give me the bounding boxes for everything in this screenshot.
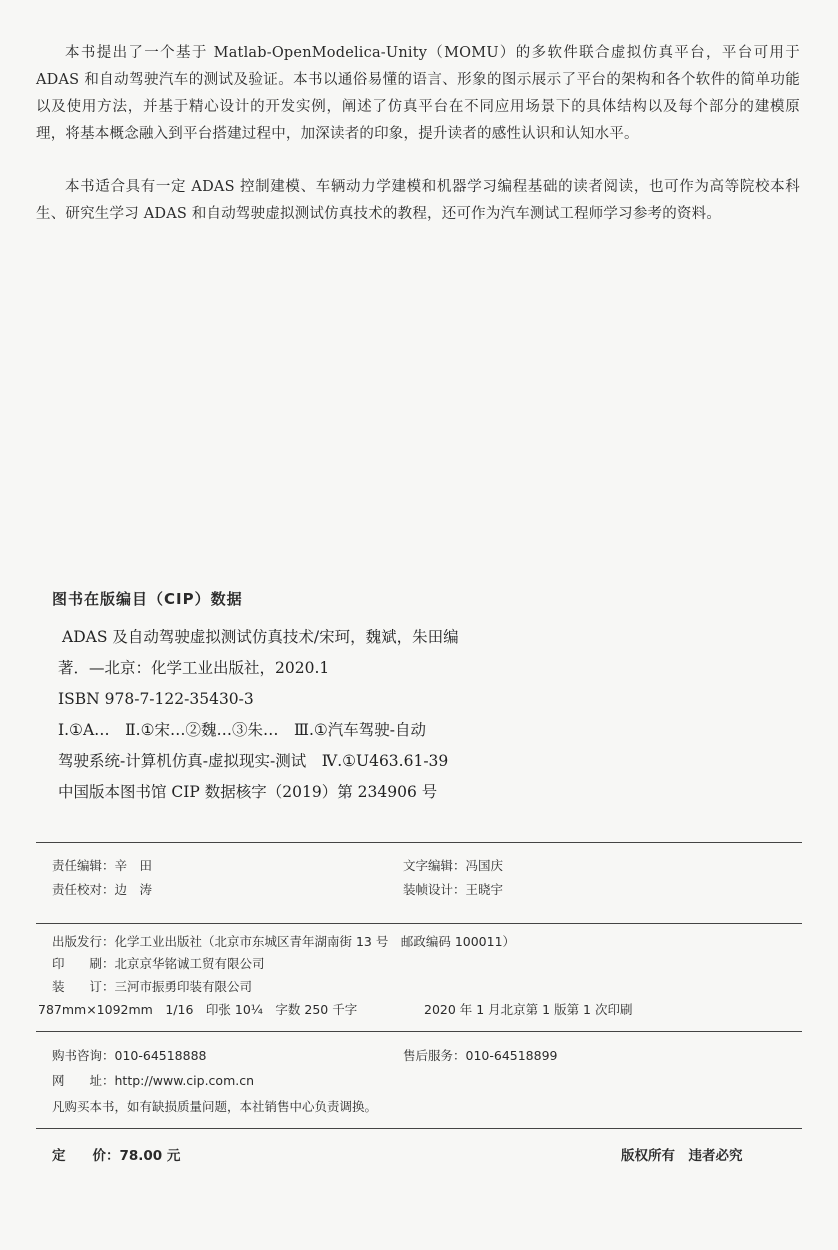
- cip-data-block: [58, 622, 558, 808]
- intro-paragraph-1: 本书提出了一个基于 Matlab-OpenModelica-Unity（MOMU）的多软件联合虚拟仿真平台，平台可用于 ADAS 和自动驾驶汽车的测试及验证。本书以通俗易懂的语言、形象的图示展示了平台的架构和各个软件的简单功能以及使用方法，并基于精心设计的开发实例，阐述了仿真平台在不同应用场景下的具体结构以及每个部分的建模原理，将基本概念融入到平台搭建过程中，加深读者的印象，提升读者的感性认识和认知水平。: [36, 45, 800, 142]
- divider-rule: [36, 1031, 802, 1032]
- cip-record-number-line: 中国版本图书馆 CIP 数据核字（2019）第 234906 号: [58, 783, 438, 801]
- aftersales-contact: 售后服务：010-64518899: [403, 1048, 558, 1063]
- publisher-info: 出版发行：化学工业出版社（北京市东城区青年湖南街 13 号 邮政编码 100011）: [52, 934, 516, 949]
- price: 定 价：78.00 元: [52, 1148, 181, 1164]
- proofreader: 责任校对：边 涛: [52, 882, 153, 897]
- cip-title-line: ADAS 及自动驾驶虚拟测试仿真技术/宋珂，魏斌，朱田编: [62, 628, 459, 646]
- divider-rule: [36, 923, 802, 924]
- edition-info: 2020 年 1 月北京第 1 版第 1 次印刷: [424, 1002, 633, 1017]
- replacement-notice: 凡购买本书，如有缺损质量问题，本社销售中心负责调换。: [52, 1099, 378, 1114]
- cip-classification-line-2: 驾驶系统-计算机仿真-虚拟现实-测试 Ⅳ.①U463.61-39: [58, 752, 449, 770]
- cover-designer: 装帧设计：王晓宇: [403, 882, 504, 897]
- divider-rule: [36, 1128, 802, 1129]
- purchase-contact: 购书咨询：010-64518888: [52, 1048, 207, 1063]
- printer-info: 印 刷：北京京华铭诚工贸有限公司: [52, 956, 265, 971]
- divider-rule: [36, 842, 802, 843]
- text-editor: 文字编辑：冯国庆: [403, 858, 504, 873]
- binder-info: 装 订：三河市振勇印装有限公司: [52, 979, 253, 994]
- cip-heading: 图书在版编目（CIP）数据: [52, 590, 243, 608]
- copyright-notice: 版权所有 违者必究: [621, 1148, 743, 1164]
- intro-paragraph-2: 本书适合具有一定 ADAS 控制建模、车辆动力学建模和机器学习编程基础的读者阅读，也可作为高等院校本科生、研究生学习 ADAS 和自动驾驶虚拟测试仿真技术的教程，还可作为汽车测试工程师学习参考的资料。: [36, 179, 800, 222]
- cip-publisher-line: 著．—北京：化学工业出版社，2020.1: [58, 659, 330, 677]
- website-info: 网 址：http://www.cip.com.cn: [52, 1073, 255, 1088]
- cip-classification-line-1: Ⅰ.①A… Ⅱ.①宋…②魏…③朱… Ⅲ.①汽车驾驶-自动: [58, 721, 427, 739]
- format-info: 787mm×1092mm 1/16 印张 10¼ 字数 250 千字: [38, 1002, 358, 1017]
- cip-isbn-line: ISBN 978-7-122-35430-3: [58, 690, 254, 708]
- responsible-editor: 责任编辑：辛 田: [52, 858, 153, 873]
